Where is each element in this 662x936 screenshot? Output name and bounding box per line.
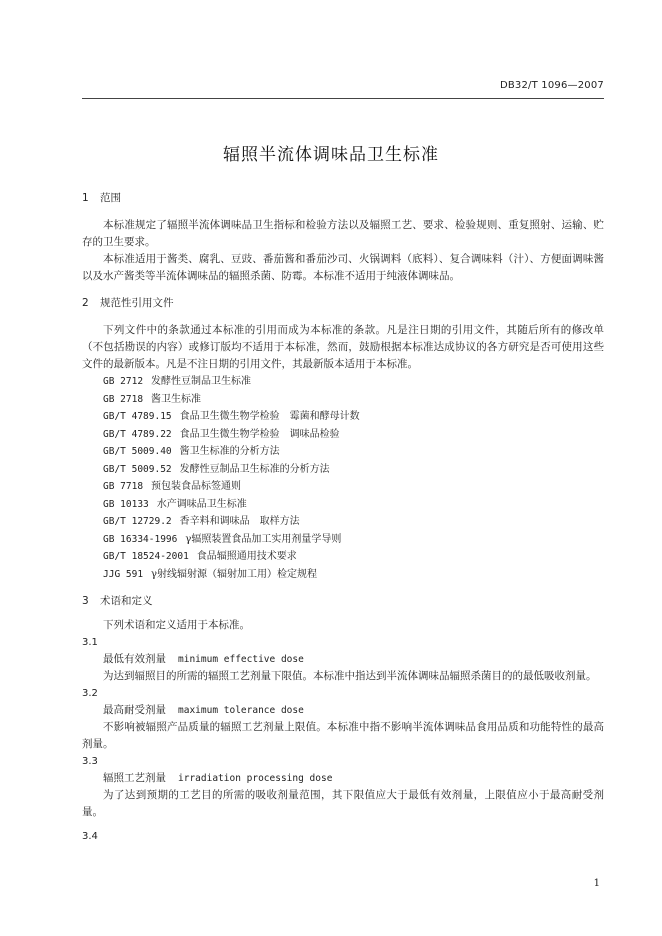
reference-item <box>103 391 604 409</box>
section-1-paragraph: 本标准适用于酱类、腐乳、豆豉、番茄酱和番茄沙司、火锅调料（底料）、复合调味料（汁）、方便面调味酱以及水产酱类等半流体调味品的辐照杀菌、防霉。本标准不适用于纯液体调味品。 <box>82 253 604 282</box>
section-3-intro: 下列术语和定义适用于本标准。 <box>103 619 250 631</box>
reference-code: GB/T 4789.15 <box>103 411 172 422</box>
reference-item <box>103 461 604 479</box>
reference-item <box>103 426 604 444</box>
term-chinese: 最高耐受剂量 <box>103 704 166 716</box>
term-english: irradiation processing dose <box>178 773 333 784</box>
reference-item <box>103 531 604 549</box>
term-definition: 为了达到预期的工艺目的所需的吸收剂量范围，其下限值应大于最低有效剂量，上限值应小于最高耐受剂量。 <box>82 789 604 818</box>
reference-item <box>103 408 604 426</box>
reference-item <box>103 548 604 566</box>
reference-title: 酱卫生标准的分析方法 <box>179 446 280 457</box>
clause-number: 3.1 <box>82 637 98 648</box>
clause-number: 3.2 <box>82 688 98 699</box>
section-1-heading <box>82 190 604 207</box>
document-body <box>82 190 604 845</box>
reference-title: 发酵性豆制品卫生标准 <box>151 376 252 387</box>
section-number: 1 <box>82 192 89 204</box>
reference-title: 发酵性豆制品卫生标准的分析方法 <box>179 463 330 475</box>
section-title: 范围 <box>100 192 121 204</box>
reference-code: GB/T 18524-2001 <box>103 551 189 562</box>
reference-title: 食品辐照通用技术要求 <box>196 551 297 562</box>
term-heading <box>103 651 604 668</box>
reference-title: 香辛料和调味品 取样方法 <box>179 516 300 527</box>
reference-code: GB 10133 <box>103 498 149 510</box>
reference-item <box>103 496 604 514</box>
reference-code: GB 2718 <box>103 393 144 405</box>
section-number: 3 <box>82 595 89 607</box>
reference-code: GB 7718 <box>103 481 144 492</box>
reference-item <box>103 478 604 496</box>
term-heading <box>103 770 604 787</box>
clause-number: 3.3 <box>82 756 98 767</box>
document-title: 辐照半流体调味品卫生标准 <box>223 145 439 165</box>
reference-title: 食品卫生微生物学检验 调味品检验 <box>179 428 340 440</box>
reference-title: γ辐照装置食品加工实用剂量学导则 <box>185 533 342 545</box>
reference-title: 预包装食品标签通则 <box>151 481 242 492</box>
reference-item <box>103 443 604 461</box>
section-title: 术语和定义 <box>100 595 153 607</box>
term-english: maximum tolerance dose <box>178 705 304 716</box>
reference-item <box>103 513 604 531</box>
reference-title: 食品卫生微生物学检验 霉菌和酵母计数 <box>179 411 360 422</box>
reference-item <box>103 566 604 584</box>
reference-code: GB/T 4789.22 <box>103 428 172 440</box>
term-chinese: 辐照工艺剂量 <box>103 772 166 784</box>
clause-number: 3.4 <box>82 831 98 842</box>
reference-code: GB/T 5009.40 <box>103 446 172 457</box>
section-2-heading <box>82 295 604 312</box>
section-1-paragraph: 本标准规定了辐照半流体调味品卫生指标和检验方法以及辐照工艺、要求、检验规则、重复照射、运输、贮存的卫生要求。 <box>82 219 604 248</box>
term-heading <box>103 702 604 719</box>
section-2-intro: 下列文件中的条款通过本标准的引用而成为本标准的条款。凡是注日期的引用文件，其随后所有的修改单（不包括勘误的内容）或修订版均不适用于本标准，然而，鼓励根据本标准达成协议的各方研究是否可使用这些文件的最新版本。凡是不注日期的引用文件，其最新版本适用于本标准。 <box>82 324 604 370</box>
reference-code: GB 16334-1996 <box>103 533 178 545</box>
reference-title: γ射线辐射源（辐射加工用）检定规程 <box>151 568 318 580</box>
term-chinese: 最低有效剂量 <box>103 653 166 665</box>
normative-reference-list <box>82 373 604 583</box>
section-title: 规范性引用文件 <box>100 297 174 309</box>
reference-title: 水产调味品卫生标准 <box>156 498 247 510</box>
reference-code: GB/T 5009.52 <box>103 463 172 475</box>
standard-code: DB32/T 1096—2007 <box>499 80 604 91</box>
reference-item <box>103 373 604 391</box>
reference-code: GB/T 12729.2 <box>103 516 172 527</box>
section-3-heading <box>82 593 604 610</box>
term-definition: 不影响被辐照产品质量的辐照工艺剂量上限值。本标准中指不影响半流体调味品食用品质和功能特性的最高剂量。 <box>82 721 604 750</box>
reference-code: GB 2712 <box>103 376 144 387</box>
page-number: 1 <box>593 878 600 889</box>
reference-code: JJG 591 <box>103 568 144 580</box>
reference-title: 酱卫生标准 <box>151 393 202 405</box>
term-definition: 为达到辐照目的所需的辐照工艺剂量下限值。本标准中指达到半流体调味品辐照杀菌目的的最低吸收剂量。 <box>103 670 597 682</box>
section-number: 2 <box>82 297 89 309</box>
term-english: minimum effective dose <box>178 654 304 665</box>
header-divider <box>82 98 604 99</box>
